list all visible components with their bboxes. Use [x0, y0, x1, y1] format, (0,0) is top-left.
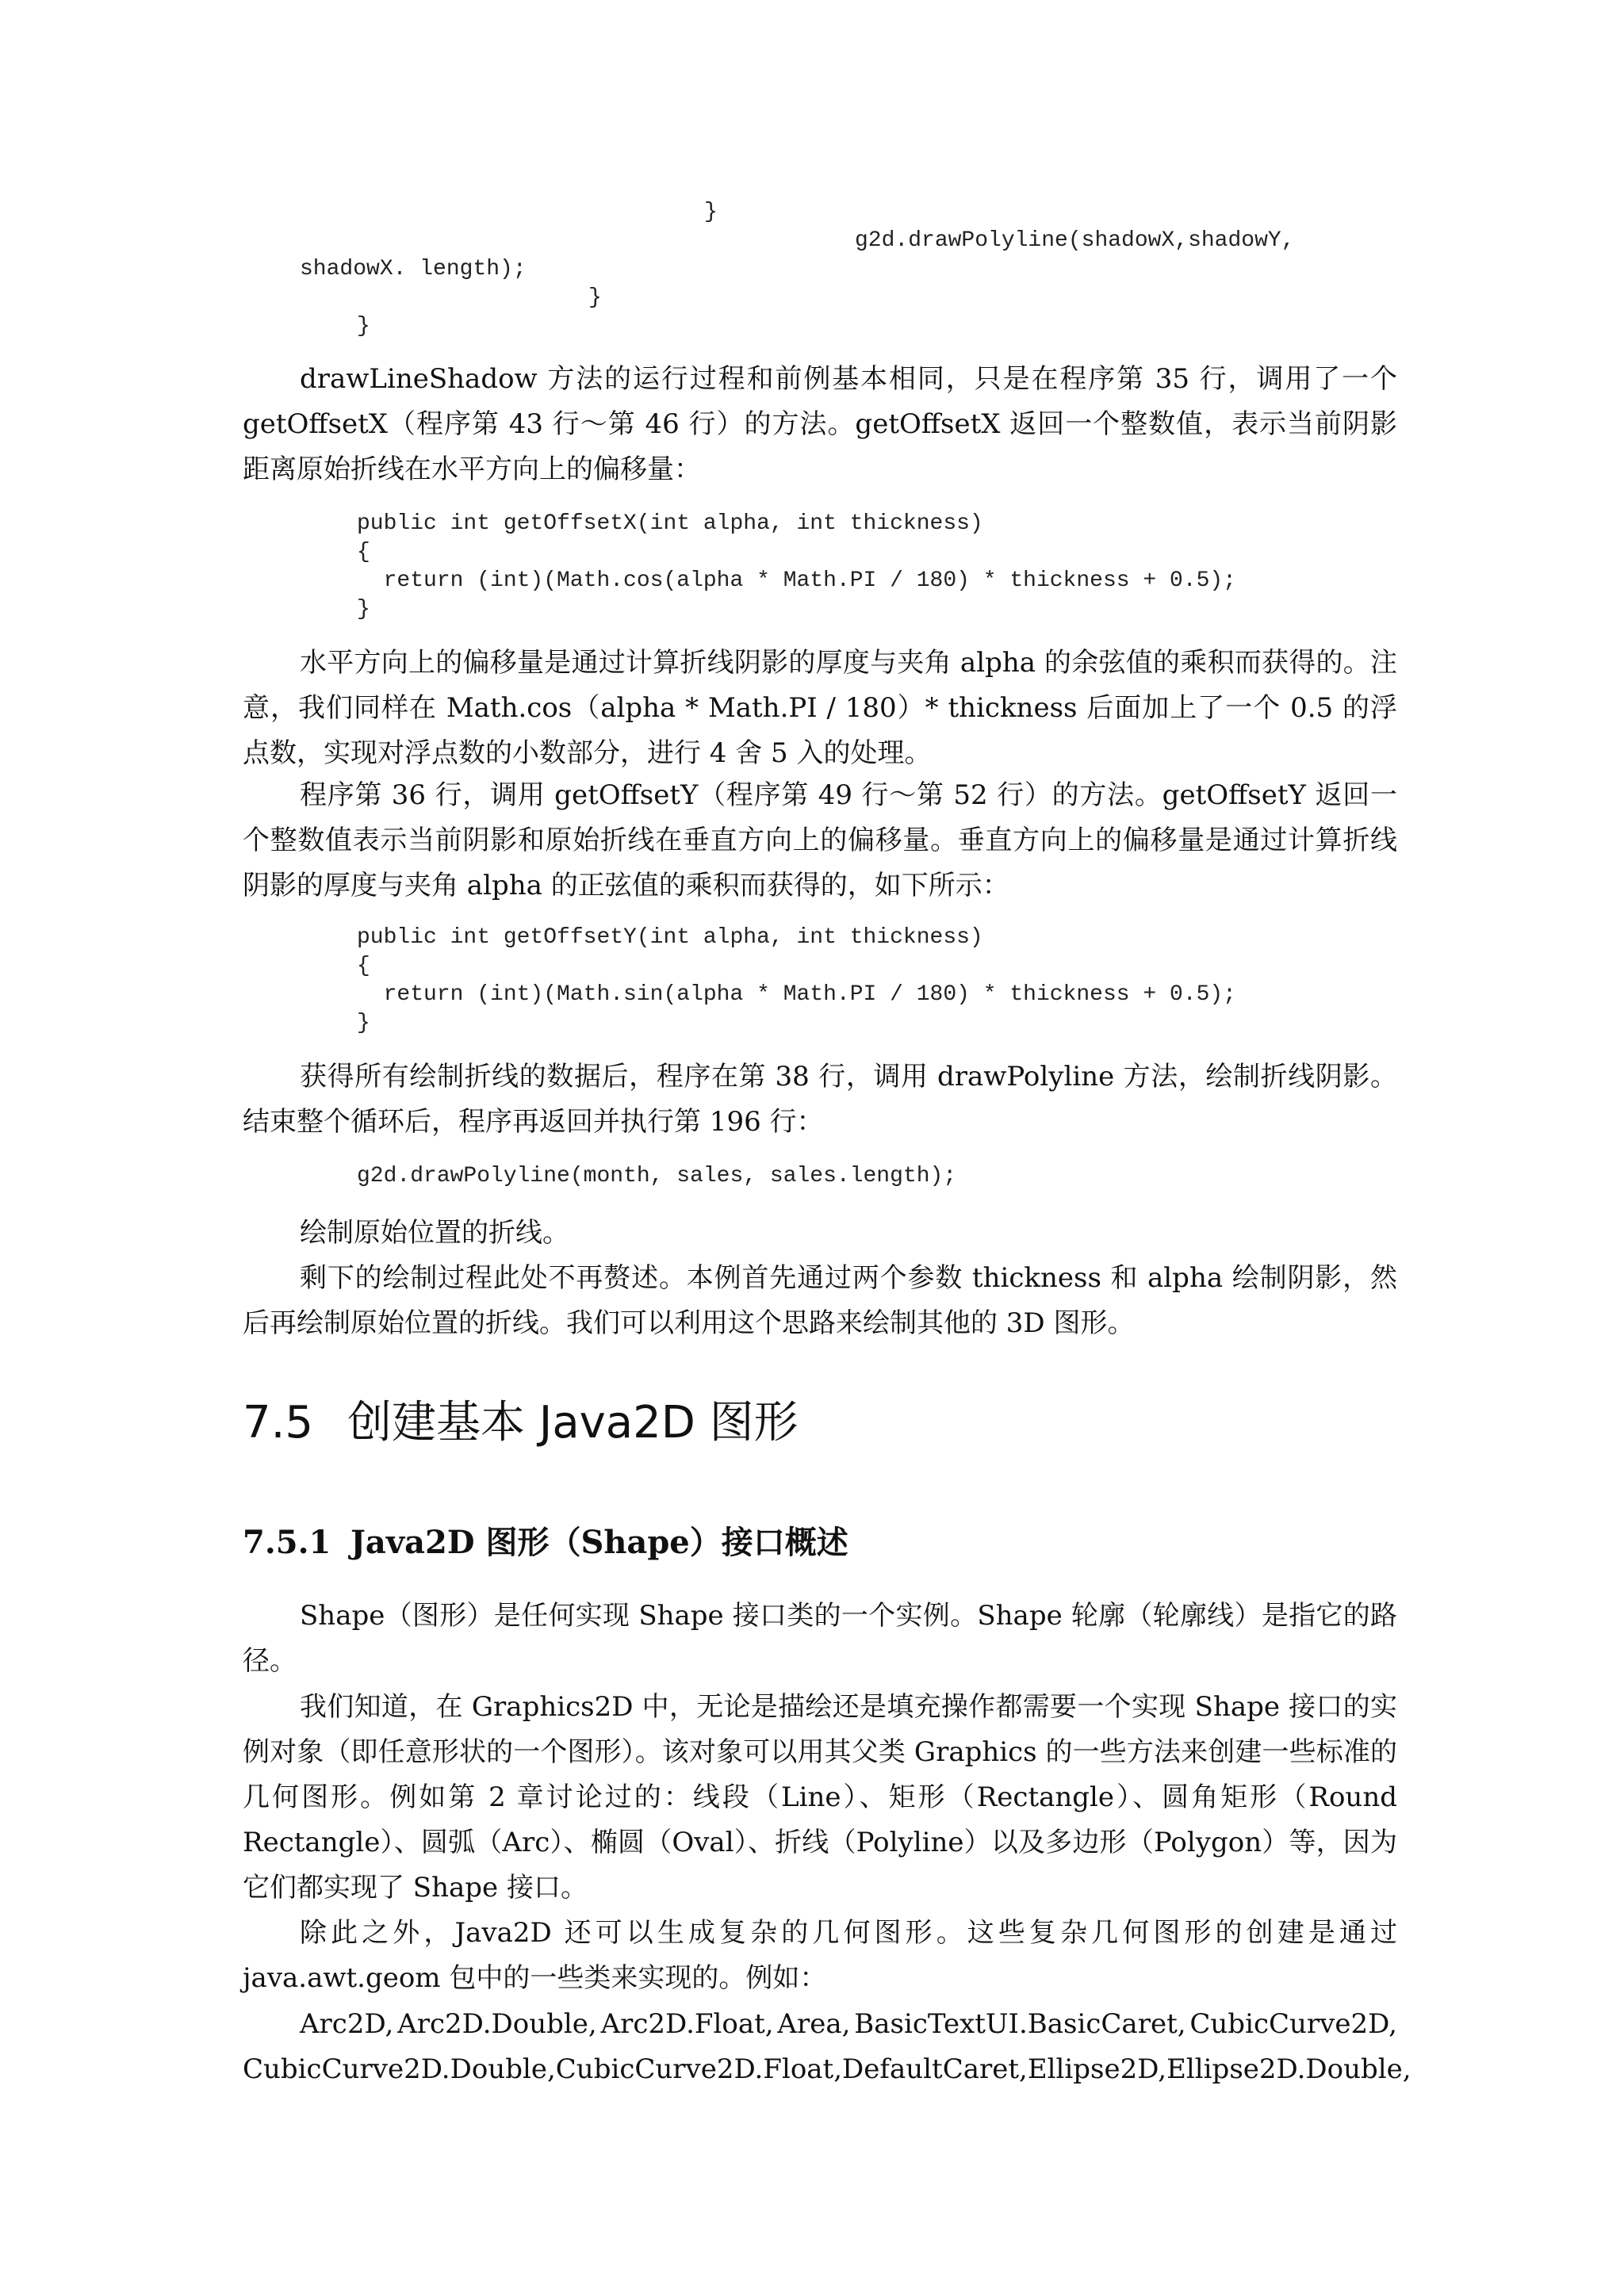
class-name: Ellipse2D, — [1027, 2053, 1167, 2085]
class-list-line-2 — [243, 2047, 1411, 2092]
subsection-title: Java2D 图形（Shape）接口概述 — [350, 1524, 848, 1561]
paragraph-get-offset-y: 程序第 36 行，调用 getOffsetY（程序第 49 行～第 52 行）的方法。getOffsetY 返回一个整数值表示当前阴影和原始折线在垂直方向上的偏移量。垂直方向上的偏移量是通过计算折线阴影的厚度与夹角 alpha 的正弦值的乘积而获得的，如下所示： — [243, 779, 1397, 901]
code-draw-polyline-shadow: g2d.drawPolyline(shadowX,shadowY, — [855, 228, 1295, 253]
code-draw-polyline: g2d.drawPolyline(month, sales, sales.length); — [357, 1164, 957, 1188]
code-line: } — [357, 597, 370, 622]
class-list-line-1 — [243, 2002, 1397, 2047]
code-shadow-length: shadowX. length); — [300, 257, 527, 281]
section-number: 7.5 — [243, 1397, 314, 1448]
class-name: Area, — [777, 2008, 851, 2040]
section-title: 创建基本 Java2D 图形 — [347, 1397, 799, 1448]
paragraph-draw-line-shadow: drawLineShadow 方法的运行过程和前例基本相同，只是在程序第 35 行，调用了一个 getOffsetX（程序第 43 行～第 46 行）的方法。getOffsetX 返回一个整数值，表示当前阴影距离原始折线在水平方向上的偏移量： — [243, 363, 1397, 485]
class-name: Arc2D, — [300, 2008, 394, 2040]
subsection-heading — [243, 1522, 848, 1563]
paragraph-complex-shapes: 除此之外，Java2D 还可以生成复杂的几何图形。这些复杂几何图形的创建是通过 java.awt.geom 包中的一些类来实现的。例如： — [243, 1917, 1397, 1994]
code-line: public int getOffsetX(int alpha, int thickness) — [357, 511, 983, 536]
paragraph-horizontal-offset: 水平方向上的偏移量是通过计算折线阴影的厚度与夹角 alpha 的余弦值的乘积而获得的。注意，我们同样在 Math.cos（alpha * Math.PI / 180）* thickness 后面加上了一个 0.5 的浮点数，实现对浮点数的小数部分，进行 4 舍 5 入的处理。 — [243, 647, 1397, 769]
code-line: public int getOffsetY(int alpha, int thickness) — [357, 925, 983, 950]
class-name: DefaultCaret, — [842, 2053, 1028, 2085]
code-line: { — [357, 954, 370, 978]
paragraph-shape-definition: Shape（图形）是任何实现 Shape 接口类的一个实例。Shape 轮廓（轮廓线）是指它的路径。 — [243, 1600, 1397, 1677]
subsection-number: 7.5.1 — [243, 1524, 331, 1561]
paragraph-draw-polyline-data: 获得所有绘制折线的数据后，程序在第 38 行，调用 drawPolyline 方法，绘制折线阴影。结束整个循环后，程序再返回并执行第 196 行： — [243, 1061, 1397, 1138]
code-closing-brace: } — [357, 314, 370, 339]
class-name: Arc2D.Double, — [397, 2008, 597, 2040]
paragraph-graphics2d: 我们知道，在 Graphics2D 中，无论是描绘还是填充操作都需要一个实现 Shape 接口的实例对象（即任意形状的一个图形）。该对象可以用其父类 Graphics 的一些方法来创建一些标准的几何图形。例如第 2 章讨论过的：线段（Line）、矩形（Rectangle）、圆角矩形（Round Rectangle）、圆弧（Arc）、椭圆（Oval）、折线（Polyline）以及多边形（Polygon）等，因为它们都实现了 Shape 接口。 — [243, 1691, 1397, 1904]
code-line: return (int)(Math.cos(alpha * Math.PI / 180) * thickness + 0.5); — [357, 568, 1236, 593]
class-name: CubicCurve2D.Double, — [243, 2053, 556, 2085]
code-closing-brace: } — [588, 285, 602, 310]
section-heading — [243, 1395, 799, 1451]
class-name: CubicCurve2D, — [1189, 2008, 1397, 2040]
code-closing-brace: } — [704, 200, 718, 224]
class-name: CubicCurve2D.Float, — [555, 2053, 843, 2085]
paragraph-remaining-process: 剩下的绘制过程此处不再赘述。本例首先通过两个参数 thickness 和 alpha 绘制阴影，然后再绘制原始位置的折线。我们可以利用这个思路来绘制其他的 3D 图形。 — [243, 1262, 1397, 1339]
code-line: { — [357, 540, 370, 564]
class-name: BasicTextUI.BasicCaret, — [854, 2008, 1186, 2040]
paragraph-draw-original: 绘制原始位置的折线。 — [300, 1217, 569, 1249]
code-line: } — [357, 1011, 370, 1035]
class-list — [243, 2002, 1411, 2092]
class-name: Arc2D.Float, — [600, 2008, 774, 2040]
class-name: Ellipse2D.Double, — [1166, 2053, 1411, 2085]
code-line: return (int)(Math.sin(alpha * Math.PI / 180) * thickness + 0.5); — [357, 982, 1236, 1007]
